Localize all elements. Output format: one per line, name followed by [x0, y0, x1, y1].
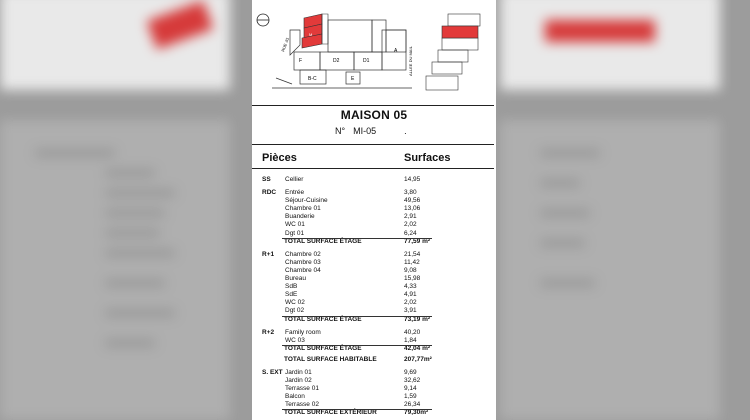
- total-value: 42,04 m²: [404, 344, 431, 352]
- room-name: Séjour-Cuisine: [285, 197, 328, 205]
- room-name: WC 01: [285, 221, 305, 229]
- total-label: TOTAL SURFACE EXTÉRIEUR: [284, 409, 377, 417]
- table-row: [252, 275, 496, 283]
- room-name: SdE: [285, 291, 298, 299]
- total-row: [252, 238, 496, 246]
- room-surface: 49,56: [404, 197, 421, 205]
- surfaces-table: [252, 176, 496, 418]
- room-name: Chambre 04: [285, 266, 321, 274]
- alley-label: ALLEE DU MAIL: [408, 46, 413, 76]
- table-row: [252, 393, 496, 401]
- room-surface: 14,95: [404, 176, 421, 183]
- table-row: [252, 230, 496, 238]
- room-name: Jardin 02: [285, 377, 312, 385]
- unit-label-e: E: [351, 76, 355, 82]
- room-name: Entrée: [285, 189, 305, 197]
- room-name: Chambre 01: [285, 205, 321, 213]
- table-row: [252, 221, 496, 229]
- reference-line: [335, 126, 407, 136]
- table-row: [252, 197, 496, 205]
- room-surface: 1,59: [404, 393, 417, 401]
- column-header-pieces: Pièces: [262, 152, 297, 164]
- total-row: [252, 345, 496, 353]
- room-name: Terrasse 01: [285, 385, 319, 393]
- room-surface: 32,62: [404, 377, 421, 385]
- table-row: [252, 299, 496, 307]
- habitable-value: 207,77m²: [404, 355, 432, 363]
- room-name: Cellier: [285, 176, 304, 183]
- table-row: [252, 283, 496, 291]
- title-divider: [252, 144, 494, 145]
- document-sheet: [252, 0, 496, 420]
- room-name: Balcon: [285, 393, 305, 401]
- level-code: R+2: [262, 328, 275, 336]
- room-name: Family room: [285, 328, 321, 336]
- room-surface: 9,69: [404, 368, 417, 376]
- unit-label-f: F: [299, 58, 303, 64]
- room-surface: 4,91: [404, 291, 417, 299]
- total-label: TOTAL SURFACE ÉTAGE: [284, 237, 362, 245]
- total-value: 79,30m²: [404, 409, 429, 417]
- total-row: [252, 316, 496, 324]
- column-header-divider: [252, 168, 494, 169]
- table-row: [252, 267, 496, 275]
- elevation-highlight: [442, 26, 478, 38]
- table-row: [252, 385, 496, 393]
- total-label: TOTAL SURFACE ÉTAGE: [284, 344, 362, 352]
- street-label: RUE JG: [280, 36, 290, 53]
- document-title: MAISON 05: [340, 108, 408, 122]
- room-name: Dgt 01: [285, 229, 305, 237]
- table-row: [252, 377, 496, 385]
- table-row: [252, 337, 496, 345]
- table-row: [252, 259, 496, 267]
- room-name: Bureau: [285, 275, 306, 283]
- room-name: Chambre 02: [285, 250, 321, 258]
- table-row: [252, 369, 496, 377]
- room-surface: 15,98: [404, 275, 421, 283]
- room-name: Chambre 03: [285, 258, 321, 266]
- room-surface: 2,02: [404, 221, 417, 229]
- unit-label-m: M: [309, 32, 313, 37]
- header-divider: [252, 105, 494, 106]
- room-surface: 13,06: [404, 205, 421, 213]
- room-surface: 40,20: [404, 328, 421, 336]
- total-label: TOTAL SURFACE ÉTAGE: [284, 315, 362, 323]
- room-surface: 26,34: [404, 401, 421, 409]
- reference-label: N°: [335, 126, 346, 136]
- room-name: WC 03: [285, 336, 305, 344]
- unit-label-d1: D1: [363, 58, 370, 64]
- elevation-diagram: [426, 14, 480, 90]
- room-name: Buanderie: [285, 213, 315, 221]
- room-name: SdB: [285, 283, 298, 291]
- room-surface: 3,91: [404, 307, 417, 315]
- column-header-surfaces: Surfaces: [404, 152, 451, 164]
- room-surface: 11,42: [404, 258, 420, 266]
- table-row: [252, 329, 496, 337]
- table-row: [252, 213, 496, 221]
- unit-label-bc: B-C: [308, 76, 317, 82]
- total-value: 73,19 m²: [404, 315, 431, 323]
- room-surface: 1,84: [404, 336, 417, 344]
- reference-value: MI-05: [353, 126, 377, 136]
- table-row: [252, 251, 496, 259]
- compass-icon: [257, 14, 269, 26]
- level-code: RDC: [262, 189, 277, 197]
- site-plan-drawing: [252, 0, 496, 98]
- table-row: [252, 205, 496, 213]
- total-value: 77,59 m²: [404, 237, 431, 245]
- unit-label-a: A: [394, 48, 398, 54]
- room-name: Jardin 01: [285, 368, 312, 376]
- room-surface: 6,24: [404, 229, 417, 237]
- highlighted-house: [302, 14, 322, 48]
- room-surface: 2,91: [404, 213, 417, 221]
- room-surface: 9,14: [404, 385, 417, 393]
- table-row: [252, 189, 496, 197]
- level-code: SS: [262, 176, 271, 183]
- room-surface: 21,54: [404, 250, 421, 258]
- site-plan: [252, 0, 496, 98]
- table-row: [252, 176, 496, 184]
- total-row: [252, 409, 496, 417]
- room-surface: 4,33: [404, 283, 417, 291]
- level-code: R+1: [262, 250, 275, 258]
- unit-label-d2: D2: [333, 58, 340, 64]
- table-row: [252, 291, 496, 299]
- room-surface: 2,02: [404, 299, 417, 307]
- room-surface: 9,08: [404, 266, 417, 274]
- room-surface: 3,80: [404, 189, 417, 197]
- level-code: S. EXT: [262, 368, 283, 376]
- habitable-label: TOTAL SURFACE HABITABLE: [284, 355, 377, 363]
- room-name: WC 02: [285, 299, 305, 307]
- room-name: Dgt 02: [285, 307, 305, 315]
- total-row: [252, 356, 496, 364]
- reference-suffix: .: [404, 126, 407, 136]
- room-name: Terrasse 02: [285, 401, 319, 409]
- table-row: [252, 307, 496, 315]
